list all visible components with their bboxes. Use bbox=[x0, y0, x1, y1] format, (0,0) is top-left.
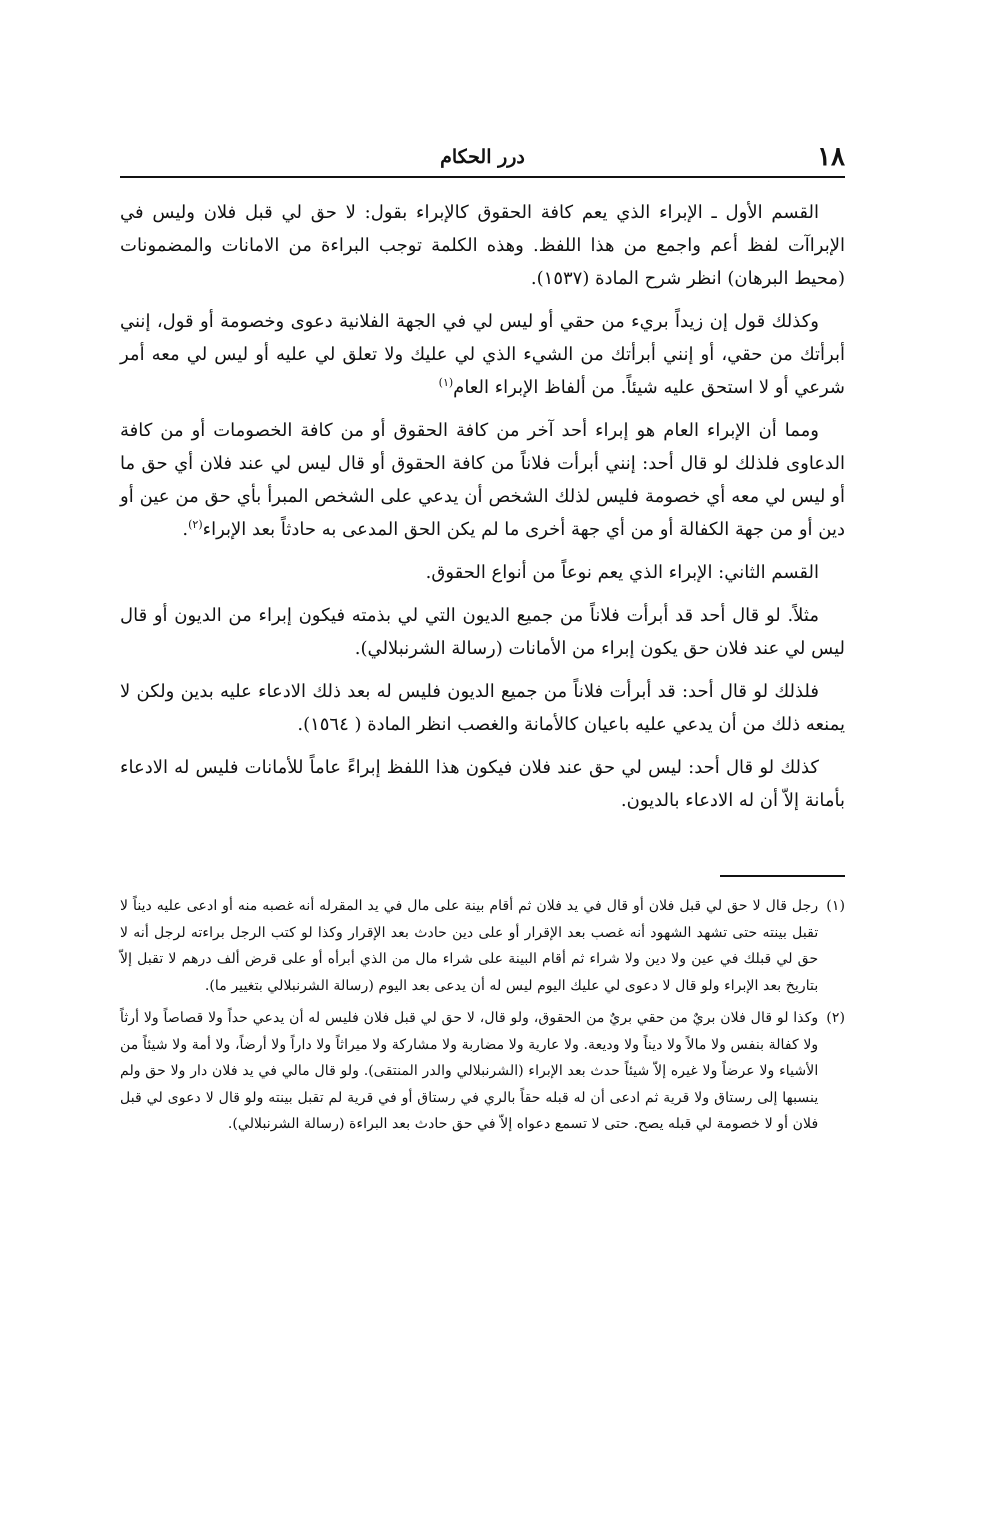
footnote bbox=[120, 893, 845, 999]
document-page bbox=[120, 140, 845, 1144]
spacer bbox=[120, 827, 845, 875]
footnote-text: رجل قال لا حق لي قبل فلان أو قال في يد فلان ثم أقام بينة على مال في يد المقرله أنه غصبه منه أو ادعى عليه ديناً لا تقبل بينته حتى تشهد الشهود أنه غصب بعد الإقرار أو على دين حادث بعد الإقرار وكذا لو كتب الرجل براءته لرجل أنه لا حق لي قبلك في عين ولا دين ولا شراء ثم أقام البينة على شراء مال من الذي أبرأه أو على قرض ألف درهم لا تقبل إلاّ بتاريخ بعد الإبراء ولو قال لا دعوى لي عليك اليوم ليس له أن يدعى بعد اليوم (رسالة الشرنبلالي بتغيير ما). bbox=[120, 898, 819, 994]
paragraph: وكذلك قول إن زيداً بريء من حقي أو ليس لي في الجهة الفلانية دعوى وخصومة أو قول، إنني أبرأتك من حقي، أو إنني أبرأتك من الشيء الذي لي عليك ولا تعلق لي عليه أو ليس لي معه أمر شرعي أو لا استحق عليه شيئاً. من ألفاظ الإبراء العام$^{(١)}$ bbox=[120, 311, 845, 398]
paragraph: ومما أن الإبراء العام هو إبراء أحد آخر من كافة الحقوق أو من كافة الخصومات أو من كافة الدعاوى فلذلك لو قال أحد: إنني أبرأت فلاناً من كافة الحقوق أو قال ليس لي عند فلان أي حق ما أو ليس لي معه أي خصومة فليس لذلك الشخص أن يدعي على الشخص المبرأ بأي حق من عين أو دين أو من جهة الكفالة أو من أي جهة أخرى ما لم يكن الحق المدعى به حادثاً بعد الإبراء$^{(٢)}$. bbox=[120, 420, 845, 540]
footnote-text: وكذا لو قال فلان بريٌ من حقي بريٌ من الحقوق، ولو قال، لا حق لي قبل فلان فليس له أن يدعي حداً ولا قصاصاً ولا أرثاً ولا كفالة بنفس ولا مالاً ولا ديناً ولا وديعة. ولا عارية ولا مضاربة ولا مشاركة ولا ميراثاً ولا داراً ولا أرضاً، ولا أمة ولا شيئاً من الأشياء ولا عرضاً ولا غيره إلاّ شيئاً حدث بعد الإبراء (الشرنبلالي والدر المنتقى). ولو قال مالي في يد فلان دار ولا حق ولم ينسبها إلى رستاق ولا قرية ثم ادعى أن له قبله حقاً بالري في رستاق أو في قرية لم تقبل بينته ولو قال لا دعوى لي قبل فلان أو لا خصومة لي قبله يصح. حتى لا تسمع دعواه إلاّ في حق حادث بعد البراءة (رسالة الشرنبلالي). bbox=[120, 1010, 819, 1132]
page-number: ١٨ bbox=[817, 142, 845, 172]
footnote bbox=[120, 1005, 845, 1138]
paragraph: مثلاً. لو قال أحد قد أبرأت فلاناً من جميع الديون التي لي بذمته فيكون إبراء من الديون أو قال ليس لي عند فلان حق يكون إبراء من الأمانات (رسالة الشرنبلالي). bbox=[120, 605, 845, 659]
running-title: درر الحكام bbox=[440, 146, 525, 168]
paragraph: القسم الثاني: الإبراء الذي يعم نوعاً من أنواع الحقوق. bbox=[425, 562, 819, 583]
footnote-number: (٢) bbox=[826, 1010, 845, 1026]
footnote-rule bbox=[720, 875, 845, 877]
footnote-ref: (٢) bbox=[188, 518, 203, 531]
page-header bbox=[120, 140, 845, 174]
header-rule bbox=[120, 176, 845, 178]
footnote-number: (١) bbox=[826, 898, 845, 914]
paragraph: فلذلك لو قال أحد: قد أبرأت فلاناً من جميع الديون فليس له بعد ذلك الادعاء عليه بدين ولكن لا يمنعه ذلك من أن يدعي عليه باعيان كالأمانة والغصب انظر المادة ( ١٥٦٤). bbox=[120, 681, 845, 735]
paragraph: القسم الأول ـ الإبراء الذي يعم كافة الحقوق كالإبراء بقول: لا حق لي قبل فلان وليس في الإبراآت لفظ أعم واجمع من هذا اللفظ. وهذه الكلمة توجب البراءة من الامانات والمضمونات (محيط البرهان) انظر شرح المادة (١٥٣٧). bbox=[120, 202, 845, 289]
paragraph: كذلك لو قال أحد: ليس لي حق عند فلان فيكون هذا اللفظ إبراءً عاماً للأمانات فليس له الادعاء بأمانة إلاّ أن له الادعاء بالديون. bbox=[120, 757, 845, 811]
footnote-ref: (١) bbox=[438, 376, 454, 389]
